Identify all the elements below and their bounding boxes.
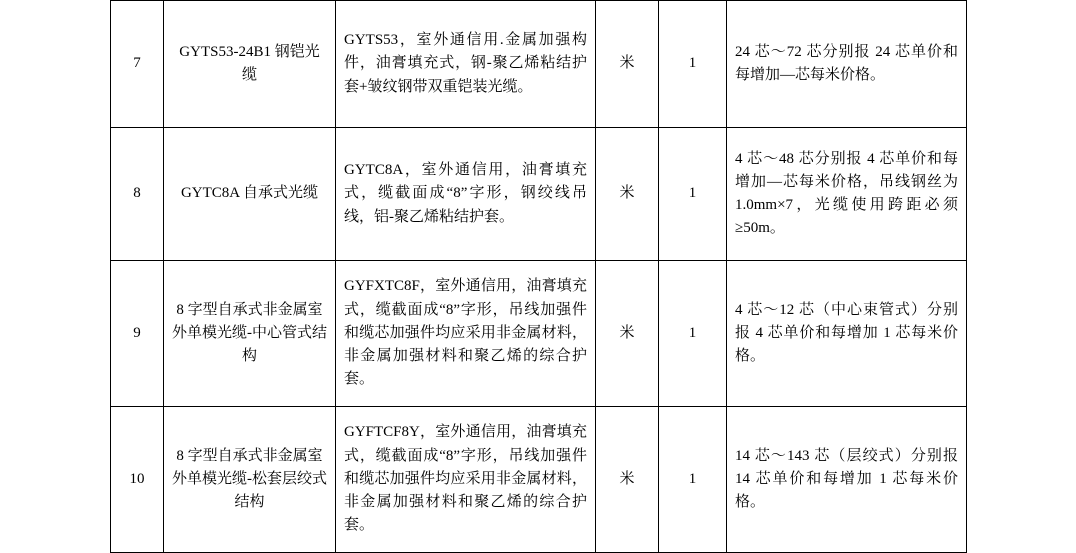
item-unit: 米 (596, 407, 659, 553)
item-unit: 米 (596, 1, 659, 128)
item-note: 24 芯～72 芯分别报 24 芯单价和每增加—芯每米价格。 (727, 1, 967, 128)
table-row (111, 128, 967, 261)
table-row (111, 261, 967, 407)
item-quantity: 1 (659, 407, 727, 553)
item-quantity: 1 (659, 1, 727, 128)
item-name: GYTC8A 自承式光缆 (164, 128, 336, 261)
item-description: GYFXTC8F，室外通信用，油膏填充式，缆截面成“8”字形，吊线加强件和缆芯加强件均应采用非金属材料，非金属加强材料和聚乙烯的综合护套。 (336, 261, 596, 407)
item-name: 8 字型自承式非金属室外单模光缆-松套层绞式结构 (164, 407, 336, 553)
item-description: GYTS53，室外通信用.金属加强构件，油膏填充式，钢-聚乙烯粘结护套+皱纹钢带双重铠装光缆。 (336, 1, 596, 128)
item-note: 4 芯～12 芯（中心束管式）分别报 4 芯单价和每增加 1 芯每米价格。 (727, 261, 967, 407)
table-row (111, 1, 967, 128)
row-number: 10 (111, 407, 164, 553)
item-description: GYTC8A，室外通信用，油膏填充式，缆截面成“8”字形，钢绞线吊线，铝-聚乙烯粘结护套。 (336, 128, 596, 261)
item-note: 4 芯～48 芯分别报 4 芯单价和每增加—芯每米价格，吊线钢丝为 1.0mm×7，光缆使用跨距必须≥50m。 (727, 128, 967, 261)
item-quantity: 1 (659, 128, 727, 261)
item-note: 14 芯～143 芯（层绞式）分别报 14 芯单价和每增加 1 芯每米价格。 (727, 407, 967, 553)
item-unit: 米 (596, 128, 659, 261)
item-name: 8 字型自承式非金属室外单模光缆-中心管式结构 (164, 261, 336, 407)
table-row (111, 407, 967, 553)
row-number: 8 (111, 128, 164, 261)
item-quantity: 1 (659, 261, 727, 407)
item-name: GYTS53-24B1 钢铠光缆 (164, 1, 336, 128)
item-unit: 米 (596, 261, 659, 407)
optical-cable-spec-table (110, 0, 967, 553)
row-number: 7 (111, 1, 164, 128)
row-number: 9 (111, 261, 164, 407)
item-description: GYFTCF8Y，室外通信用，油膏填充式，缆截面成“8”字形，吊线加强件和缆芯加强件均应采用非金属材料，非金属加强材料和聚乙烯的综合护套。 (336, 407, 596, 553)
